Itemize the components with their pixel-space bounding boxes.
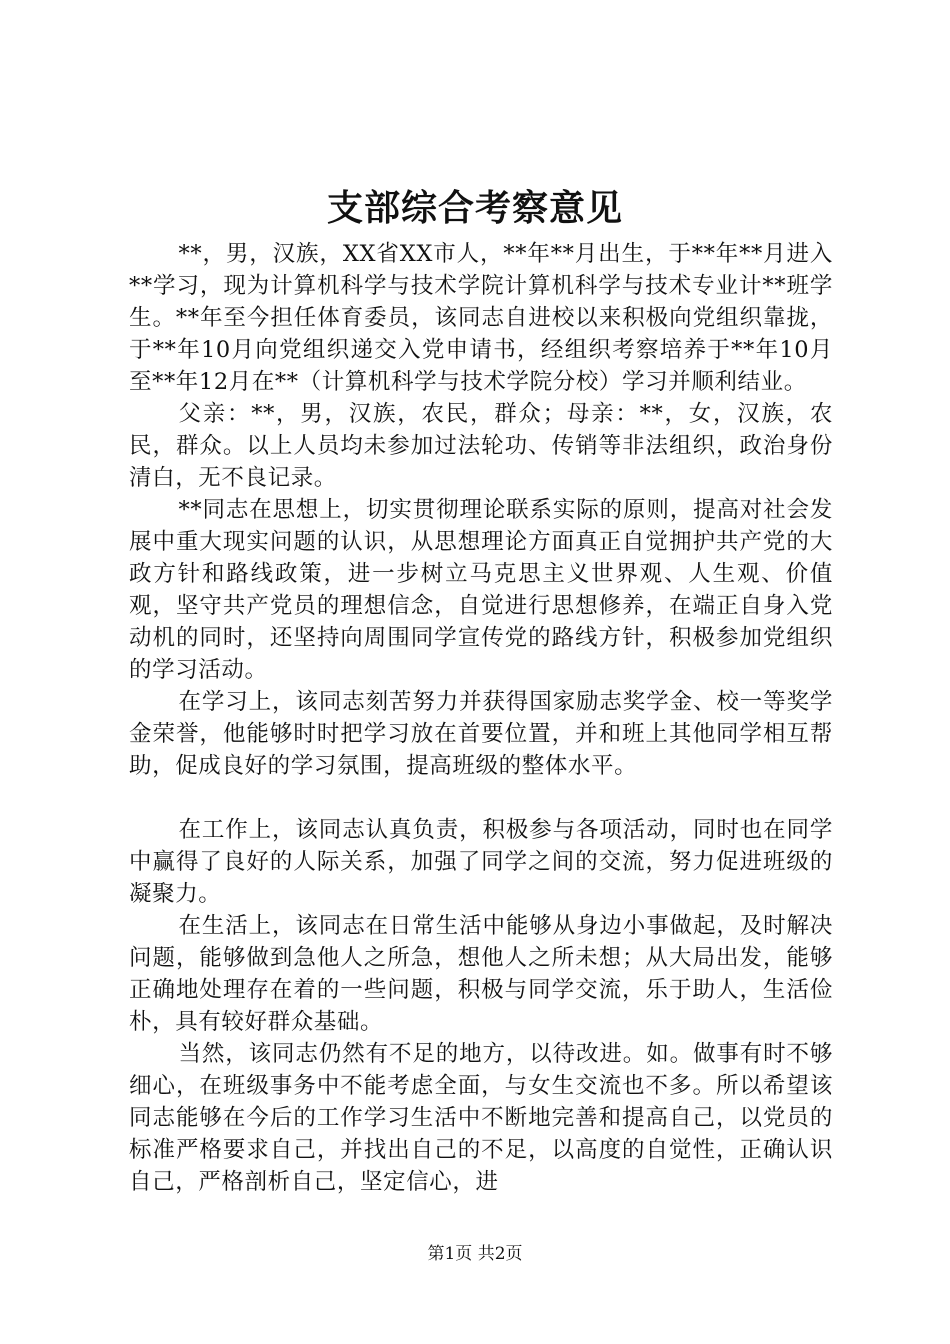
paragraph-family-info: 父亲：**，男，汉族，农民，群众；母亲：**，女，汉族，农民，群众。以上人员均未参加过法轮功、传销等非法组织，政治身份清白，无不良记录。: [129, 401, 833, 491]
document-body: [129, 238, 833, 1198]
paragraph-work: 在工作上，该同志认真负责，积极参与各项活动，同时也在同学中赢得了良好的人际关系，加强了同学之间的交流，努力促进班级的凝聚力。: [129, 817, 833, 907]
document-title: 支部综合考察意见: [326, 187, 623, 229]
page-footer: 第1页 共2页: [427, 1244, 523, 1264]
paragraph-study: 在学习上，该同志刻苦努力并获得国家励志奖学金、校一等奖学金荣誉，他能够时时把学习放在首要位置，并和班上其他同学相互帮助，促成良好的学习氛围，提高班级的整体水平。: [129, 689, 833, 779]
paragraph-personal-info: **，男，汉族，XX省XX市人，**年**月出生，于**年**月进入**学习，现为计算机科学与技术学院计算机科学与技术专业计**班学生。**年至今担任体育委员，该同志自进校以来积极向党组织靠拢，于**年10月向党组织递交入党申请书，经组织考察培养于**年10月至**年12月在**（计算机科学与技术学院分校）学习并顺利结业。: [129, 241, 833, 395]
paragraph-ideology: **同志在思想上，切实贯彻理论联系实际的原则，提高对社会发展中重大现实问题的认识，从思想理论方面真正自觉拥护共产党的大政方针和路线政策，进一步树立马克思主义世界观、人生观、价值观，坚守共产党员的理想信念，自觉进行思想修养，在端正自身入党动机的同时，还坚持向周围同学宣传党的路线方针，积极参加党组织的学习活动。: [129, 497, 833, 683]
paragraph-life: 在生活上，该同志在日常生活中能够从身边小事做起，及时解决问题，能够做到急他人之所急，想他人之所未想；从大局出发，能够正确地处理存在着的一些问题，积极与同学交流，乐于助人，生活俭朴，具有较好群众基础。: [129, 913, 833, 1035]
paragraph-shortcomings: 当然，该同志仍然有不足的地方，以待改进。如。做事有时不够细心，在班级事务中不能考虑全面，与女生交流也不多。所以希望该同志能够在今后的工作学习生活中不断地完善和提高自己，以党员的标准严格要求自己，并找出自己的不足，以高度的自觉性，正确认识自己，严格剖析自己，坚定信心，进: [129, 1041, 833, 1195]
